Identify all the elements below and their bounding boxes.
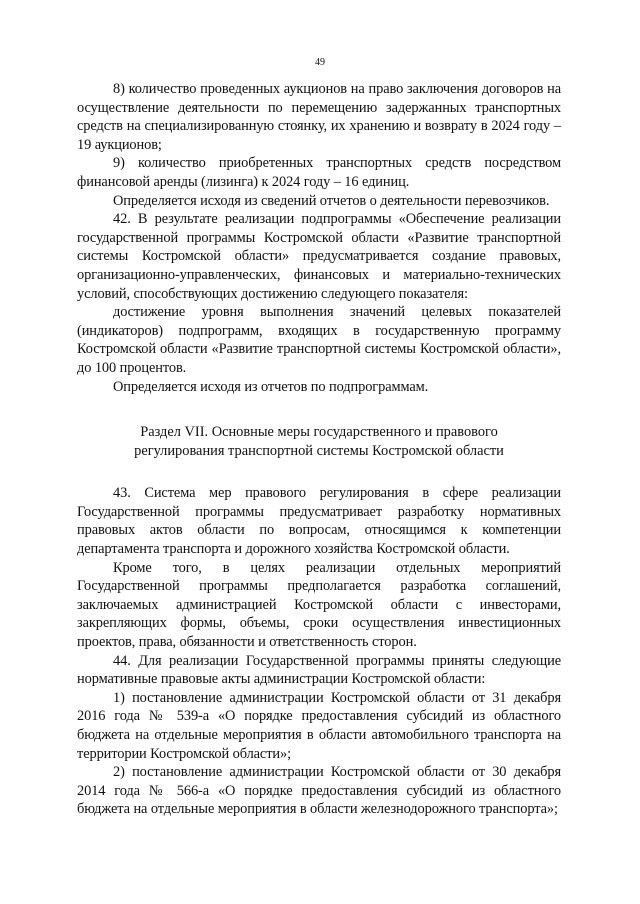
page-number: 49 (315, 57, 325, 68)
paragraph-43: 43. Система мер правового регулирования в сфере реализации Государственной программы предусматривает разработку нормативных правовых актов области по вопросам, относящимся к компетенции департамента транспорта и дорожного хозяйства Костромской области. (77, 485, 561, 558)
paragraph-42-indicator: достижение уровня выполнения значений целевых показателей (индикаторов) подпрограмм, входящих в государственную программу Костромской области «Развитие транспортной системы Костромской области», до 100 процентов. (77, 304, 561, 376)
paragraph-item-9: 9) количество приобретенных транспортных средств посредством финансовой аренды (лизинга) к 2024 году – 16 единиц. (77, 155, 561, 190)
paragraph-item-8: 8) количество проведенных аукционов на право заключения договоров на осуществление деятельности по перемещению задержанных транспортных средств на специализированную стоянку, их хранению и возврату в 2024 году – 19 аукционов; (77, 81, 561, 153)
paragraph-42-source-note: Определяется исходя из отчетов по подпрограммам. (113, 378, 429, 395)
paragraph-43-continuation: Кроме того, в целях реализации отдельных мероприятий Государственной программы предполагается разработка соглашений, заключаемых администрацией Костромской области с инвесторами, закрепляющих формы, объемы, сроки осуществления инвестиционных проектов, права, обязанности и ответственность сторон. (77, 559, 561, 651)
paragraph-42: 42. В результате реализации подпрограммы «Обеспечение реализации государственной программы Костромской области «Развитие транспортной системы Костромской области» предусматривается создание правовых, организационно-управленческих, финансовых и материально-технических условий, способствующих достижению следующего показателя: (77, 211, 561, 302)
paragraph-source-note: Определяется исходя из сведений отчетов о деятельности перевозчиков. (113, 192, 550, 209)
document-body (77, 80, 561, 819)
paragraph-44-item-2: 2) постановление администрации Костромской области от 30 декабря 2014 года № 566-а «О порядке предоставления субсидий из областного бюджета на отдельные мероприятия в области железнодорожного транспорта»; (77, 764, 561, 818)
paragraph-44: 44. Для реализации Государственной программы приняты следующие нормативные правовые акты администрации Костромской области: (77, 652, 561, 688)
section-title-line-2: регулирования транспортной системы Костромской области (134, 442, 504, 459)
paragraph-44-item-1: 1) постановление администрации Костромской области от 31 декабря 2016 года № 539-а «О порядке предоставления субсидий из областного бюджета на отдельные мероприятия в области автомобильного транспорта на территории Костромской области»; (77, 689, 561, 762)
section-title-line-1: Раздел VII. Основные меры государственного и правового (140, 424, 498, 441)
section-title (77, 423, 561, 460)
